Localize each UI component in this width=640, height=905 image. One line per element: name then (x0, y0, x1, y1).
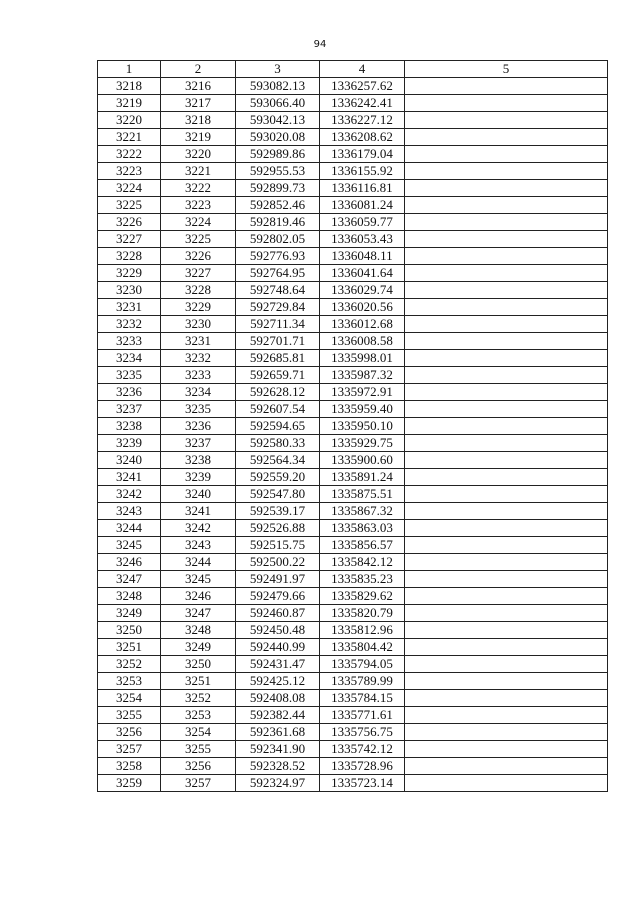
prev-point-cell: 3227 (161, 265, 236, 282)
page-number: 94 (313, 39, 327, 50)
note-cell (405, 282, 608, 299)
prev-point-cell: 3217 (161, 95, 236, 112)
y-coordinate-cell: 1336155.92 (320, 163, 405, 180)
note-cell (405, 78, 608, 95)
x-coordinate-cell: 593066.40 (236, 95, 320, 112)
y-coordinate-cell: 1336242.41 (320, 95, 405, 112)
note-cell (405, 95, 608, 112)
y-coordinate-cell: 1335723.14 (320, 775, 405, 792)
table-body (98, 78, 608, 792)
header-cell-3: 3 (236, 61, 320, 78)
table-row (98, 537, 608, 554)
prev-point-cell: 3257 (161, 775, 236, 792)
note-cell (405, 197, 608, 214)
y-coordinate-cell: 1335789.99 (320, 673, 405, 690)
table-row (98, 197, 608, 214)
note-cell (405, 503, 608, 520)
note-cell (405, 231, 608, 248)
header-cell-1: 1 (98, 61, 161, 78)
table-row (98, 622, 608, 639)
x-coordinate-cell: 592899.73 (236, 180, 320, 197)
y-coordinate-cell: 1335829.62 (320, 588, 405, 605)
x-coordinate-cell: 592819.46 (236, 214, 320, 231)
prev-point-cell: 3233 (161, 367, 236, 384)
y-coordinate-cell: 1335987.32 (320, 367, 405, 384)
x-coordinate-cell: 592491.97 (236, 571, 320, 588)
x-coordinate-cell: 592852.46 (236, 197, 320, 214)
y-coordinate-cell: 1335728.96 (320, 758, 405, 775)
point-number-cell: 3240 (98, 452, 161, 469)
note-cell (405, 775, 608, 792)
x-coordinate-cell: 592776.93 (236, 248, 320, 265)
prev-point-cell: 3238 (161, 452, 236, 469)
note-cell (405, 299, 608, 316)
prev-point-cell: 3241 (161, 503, 236, 520)
point-number-cell: 3228 (98, 248, 161, 265)
table-row (98, 673, 608, 690)
table-row (98, 656, 608, 673)
y-coordinate-cell: 1335929.75 (320, 435, 405, 452)
table-row (98, 588, 608, 605)
note-cell (405, 724, 608, 741)
note-cell (405, 418, 608, 435)
table-row (98, 435, 608, 452)
x-coordinate-cell: 592580.33 (236, 435, 320, 452)
point-number-cell: 3243 (98, 503, 161, 520)
x-coordinate-cell: 592450.48 (236, 622, 320, 639)
note-cell (405, 486, 608, 503)
point-number-cell: 3246 (98, 554, 161, 571)
prev-point-cell: 3218 (161, 112, 236, 129)
y-coordinate-cell: 1335742.12 (320, 741, 405, 758)
x-coordinate-cell: 592515.75 (236, 537, 320, 554)
table-row (98, 418, 608, 435)
x-coordinate-cell: 592408.08 (236, 690, 320, 707)
x-coordinate-cell: 592802.05 (236, 231, 320, 248)
y-coordinate-cell: 1335784.15 (320, 690, 405, 707)
y-coordinate-cell: 1336116.81 (320, 180, 405, 197)
prev-point-cell: 3250 (161, 656, 236, 673)
note-cell (405, 554, 608, 571)
point-number-cell: 3249 (98, 605, 161, 622)
prev-point-cell: 3220 (161, 146, 236, 163)
prev-point-cell: 3244 (161, 554, 236, 571)
note-cell (405, 384, 608, 401)
x-coordinate-cell: 592659.71 (236, 367, 320, 384)
x-coordinate-cell: 592764.95 (236, 265, 320, 282)
table-row (98, 639, 608, 656)
table-row (98, 129, 608, 146)
x-coordinate-cell: 592564.34 (236, 452, 320, 469)
table-row (98, 707, 608, 724)
point-number-cell: 3229 (98, 265, 161, 282)
note-cell (405, 452, 608, 469)
y-coordinate-cell: 1336257.62 (320, 78, 405, 95)
point-number-cell: 3256 (98, 724, 161, 741)
table-row (98, 724, 608, 741)
table-row (98, 146, 608, 163)
y-coordinate-cell: 1336059.77 (320, 214, 405, 231)
x-coordinate-cell: 592685.81 (236, 350, 320, 367)
prev-point-cell: 3255 (161, 741, 236, 758)
y-coordinate-cell: 1335842.12 (320, 554, 405, 571)
prev-point-cell: 3252 (161, 690, 236, 707)
note-cell (405, 537, 608, 554)
note-cell (405, 741, 608, 758)
x-coordinate-cell: 592748.64 (236, 282, 320, 299)
prev-point-cell: 3232 (161, 350, 236, 367)
table-row (98, 231, 608, 248)
point-number-cell: 3250 (98, 622, 161, 639)
table-row (98, 95, 608, 112)
point-number-cell: 3258 (98, 758, 161, 775)
note-cell (405, 588, 608, 605)
x-coordinate-cell: 592559.20 (236, 469, 320, 486)
table-row (98, 469, 608, 486)
y-coordinate-cell: 1336012.68 (320, 316, 405, 333)
point-number-cell: 3245 (98, 537, 161, 554)
prev-point-cell: 3223 (161, 197, 236, 214)
point-number-cell: 3219 (98, 95, 161, 112)
point-number-cell: 3223 (98, 163, 161, 180)
table-row (98, 452, 608, 469)
prev-point-cell: 3224 (161, 214, 236, 231)
note-cell (405, 265, 608, 282)
x-coordinate-cell: 592440.99 (236, 639, 320, 656)
table-row (98, 401, 608, 418)
y-coordinate-cell: 1335998.01 (320, 350, 405, 367)
y-coordinate-cell: 1335891.24 (320, 469, 405, 486)
prev-point-cell: 3226 (161, 248, 236, 265)
point-number-cell: 3254 (98, 690, 161, 707)
point-number-cell: 3252 (98, 656, 161, 673)
x-coordinate-cell: 592607.54 (236, 401, 320, 418)
y-coordinate-cell: 1335867.32 (320, 503, 405, 520)
y-coordinate-cell: 1335804.42 (320, 639, 405, 656)
prev-point-cell: 3237 (161, 435, 236, 452)
x-coordinate-cell: 592382.44 (236, 707, 320, 724)
table-row (98, 520, 608, 537)
point-number-cell: 3244 (98, 520, 161, 537)
table-row (98, 333, 608, 350)
note-cell (405, 367, 608, 384)
header-row (98, 61, 608, 78)
point-number-cell: 3230 (98, 282, 161, 299)
note-cell (405, 401, 608, 418)
y-coordinate-cell: 1336029.74 (320, 282, 405, 299)
prev-point-cell: 3245 (161, 571, 236, 588)
prev-point-cell: 3236 (161, 418, 236, 435)
y-coordinate-cell: 1335863.03 (320, 520, 405, 537)
x-coordinate-cell: 592361.68 (236, 724, 320, 741)
point-number-cell: 3232 (98, 316, 161, 333)
table-row (98, 486, 608, 503)
point-number-cell: 3251 (98, 639, 161, 656)
x-coordinate-cell: 592431.47 (236, 656, 320, 673)
note-cell (405, 163, 608, 180)
point-number-cell: 3253 (98, 673, 161, 690)
x-coordinate-cell: 592628.12 (236, 384, 320, 401)
prev-point-cell: 3256 (161, 758, 236, 775)
point-number-cell: 3234 (98, 350, 161, 367)
table-row (98, 282, 608, 299)
note-cell (405, 673, 608, 690)
coordinates-table (97, 60, 608, 792)
x-coordinate-cell: 592479.66 (236, 588, 320, 605)
point-number-cell: 3259 (98, 775, 161, 792)
table-row (98, 350, 608, 367)
prev-point-cell: 3243 (161, 537, 236, 554)
y-coordinate-cell: 1336041.64 (320, 265, 405, 282)
y-coordinate-cell: 1336227.12 (320, 112, 405, 129)
y-coordinate-cell: 1336048.11 (320, 248, 405, 265)
table-row (98, 299, 608, 316)
x-coordinate-cell: 592989.86 (236, 146, 320, 163)
table-row (98, 571, 608, 588)
table-row (98, 163, 608, 180)
x-coordinate-cell: 592729.84 (236, 299, 320, 316)
x-coordinate-cell: 592539.17 (236, 503, 320, 520)
y-coordinate-cell: 1335812.96 (320, 622, 405, 639)
prev-point-cell: 3251 (161, 673, 236, 690)
x-coordinate-cell: 593020.08 (236, 129, 320, 146)
point-number-cell: 3248 (98, 588, 161, 605)
y-coordinate-cell: 1335835.23 (320, 571, 405, 588)
note-cell (405, 605, 608, 622)
point-number-cell: 3218 (98, 78, 161, 95)
note-cell (405, 316, 608, 333)
prev-point-cell: 3254 (161, 724, 236, 741)
point-number-cell: 3225 (98, 197, 161, 214)
header-cell-4: 4 (320, 61, 405, 78)
x-coordinate-cell: 593042.13 (236, 112, 320, 129)
point-number-cell: 3221 (98, 129, 161, 146)
point-number-cell: 3237 (98, 401, 161, 418)
point-number-cell: 3224 (98, 180, 161, 197)
point-number-cell: 3236 (98, 384, 161, 401)
table-row (98, 248, 608, 265)
point-number-cell: 3227 (98, 231, 161, 248)
note-cell (405, 707, 608, 724)
table-row (98, 741, 608, 758)
y-coordinate-cell: 1336053.43 (320, 231, 405, 248)
x-coordinate-cell: 592460.87 (236, 605, 320, 622)
note-cell (405, 758, 608, 775)
y-coordinate-cell: 1335900.60 (320, 452, 405, 469)
y-coordinate-cell: 1336008.58 (320, 333, 405, 350)
x-coordinate-cell: 592547.80 (236, 486, 320, 503)
prev-point-cell: 3246 (161, 588, 236, 605)
x-coordinate-cell: 592500.22 (236, 554, 320, 571)
prev-point-cell: 3216 (161, 78, 236, 95)
table-row (98, 78, 608, 95)
y-coordinate-cell: 1335794.05 (320, 656, 405, 673)
table-header (98, 61, 608, 78)
note-cell (405, 520, 608, 537)
prev-point-cell: 3249 (161, 639, 236, 656)
point-number-cell: 3231 (98, 299, 161, 316)
note-cell (405, 333, 608, 350)
point-number-cell: 3222 (98, 146, 161, 163)
table-row (98, 112, 608, 129)
note-cell (405, 350, 608, 367)
note-cell (405, 129, 608, 146)
note-cell (405, 435, 608, 452)
table-row (98, 758, 608, 775)
note-cell (405, 146, 608, 163)
y-coordinate-cell: 1336020.56 (320, 299, 405, 316)
y-coordinate-cell: 1336179.04 (320, 146, 405, 163)
x-coordinate-cell: 593082.13 (236, 78, 320, 95)
table-row (98, 214, 608, 231)
note-cell (405, 656, 608, 673)
point-number-cell: 3238 (98, 418, 161, 435)
y-coordinate-cell: 1335820.79 (320, 605, 405, 622)
point-number-cell: 3241 (98, 469, 161, 486)
point-number-cell: 3247 (98, 571, 161, 588)
x-coordinate-cell: 592526.88 (236, 520, 320, 537)
prev-point-cell: 3229 (161, 299, 236, 316)
point-number-cell: 3255 (98, 707, 161, 724)
point-number-cell: 3257 (98, 741, 161, 758)
point-number-cell: 3242 (98, 486, 161, 503)
note-cell (405, 690, 608, 707)
prev-point-cell: 3231 (161, 333, 236, 350)
note-cell (405, 639, 608, 656)
y-coordinate-cell: 1335972.91 (320, 384, 405, 401)
x-coordinate-cell: 592594.65 (236, 418, 320, 435)
note-cell (405, 571, 608, 588)
x-coordinate-cell: 592701.71 (236, 333, 320, 350)
table-row (98, 605, 608, 622)
x-coordinate-cell: 592425.12 (236, 673, 320, 690)
note-cell (405, 180, 608, 197)
prev-point-cell: 3228 (161, 282, 236, 299)
y-coordinate-cell: 1335856.57 (320, 537, 405, 554)
note-cell (405, 214, 608, 231)
table-row (98, 180, 608, 197)
table-row (98, 367, 608, 384)
prev-point-cell: 3242 (161, 520, 236, 537)
x-coordinate-cell: 592341.90 (236, 741, 320, 758)
prev-point-cell: 3235 (161, 401, 236, 418)
y-coordinate-cell: 1335959.40 (320, 401, 405, 418)
prev-point-cell: 3221 (161, 163, 236, 180)
table-row (98, 316, 608, 333)
point-number-cell: 3226 (98, 214, 161, 231)
point-number-cell: 3233 (98, 333, 161, 350)
y-coordinate-cell: 1336081.24 (320, 197, 405, 214)
prev-point-cell: 3239 (161, 469, 236, 486)
x-coordinate-cell: 592711.34 (236, 316, 320, 333)
note-cell (405, 248, 608, 265)
note-cell (405, 469, 608, 486)
table-row (98, 265, 608, 282)
header-cell-5: 5 (405, 61, 608, 78)
table-row (98, 554, 608, 571)
table-row (98, 384, 608, 401)
prev-point-cell: 3219 (161, 129, 236, 146)
table-row (98, 503, 608, 520)
point-number-cell: 3239 (98, 435, 161, 452)
x-coordinate-cell: 592324.97 (236, 775, 320, 792)
prev-point-cell: 3247 (161, 605, 236, 622)
note-cell (405, 112, 608, 129)
table-row (98, 690, 608, 707)
table-row (98, 775, 608, 792)
y-coordinate-cell: 1335771.61 (320, 707, 405, 724)
prev-point-cell: 3253 (161, 707, 236, 724)
x-coordinate-cell: 592328.52 (236, 758, 320, 775)
y-coordinate-cell: 1335756.75 (320, 724, 405, 741)
header-cell-2: 2 (161, 61, 236, 78)
prev-point-cell: 3240 (161, 486, 236, 503)
prev-point-cell: 3234 (161, 384, 236, 401)
prev-point-cell: 3222 (161, 180, 236, 197)
prev-point-cell: 3230 (161, 316, 236, 333)
point-number-cell: 3220 (98, 112, 161, 129)
prev-point-cell: 3248 (161, 622, 236, 639)
point-number-cell: 3235 (98, 367, 161, 384)
y-coordinate-cell: 1335875.51 (320, 486, 405, 503)
y-coordinate-cell: 1336208.62 (320, 129, 405, 146)
prev-point-cell: 3225 (161, 231, 236, 248)
note-cell (405, 622, 608, 639)
x-coordinate-cell: 592955.53 (236, 163, 320, 180)
y-coordinate-cell: 1335950.10 (320, 418, 405, 435)
